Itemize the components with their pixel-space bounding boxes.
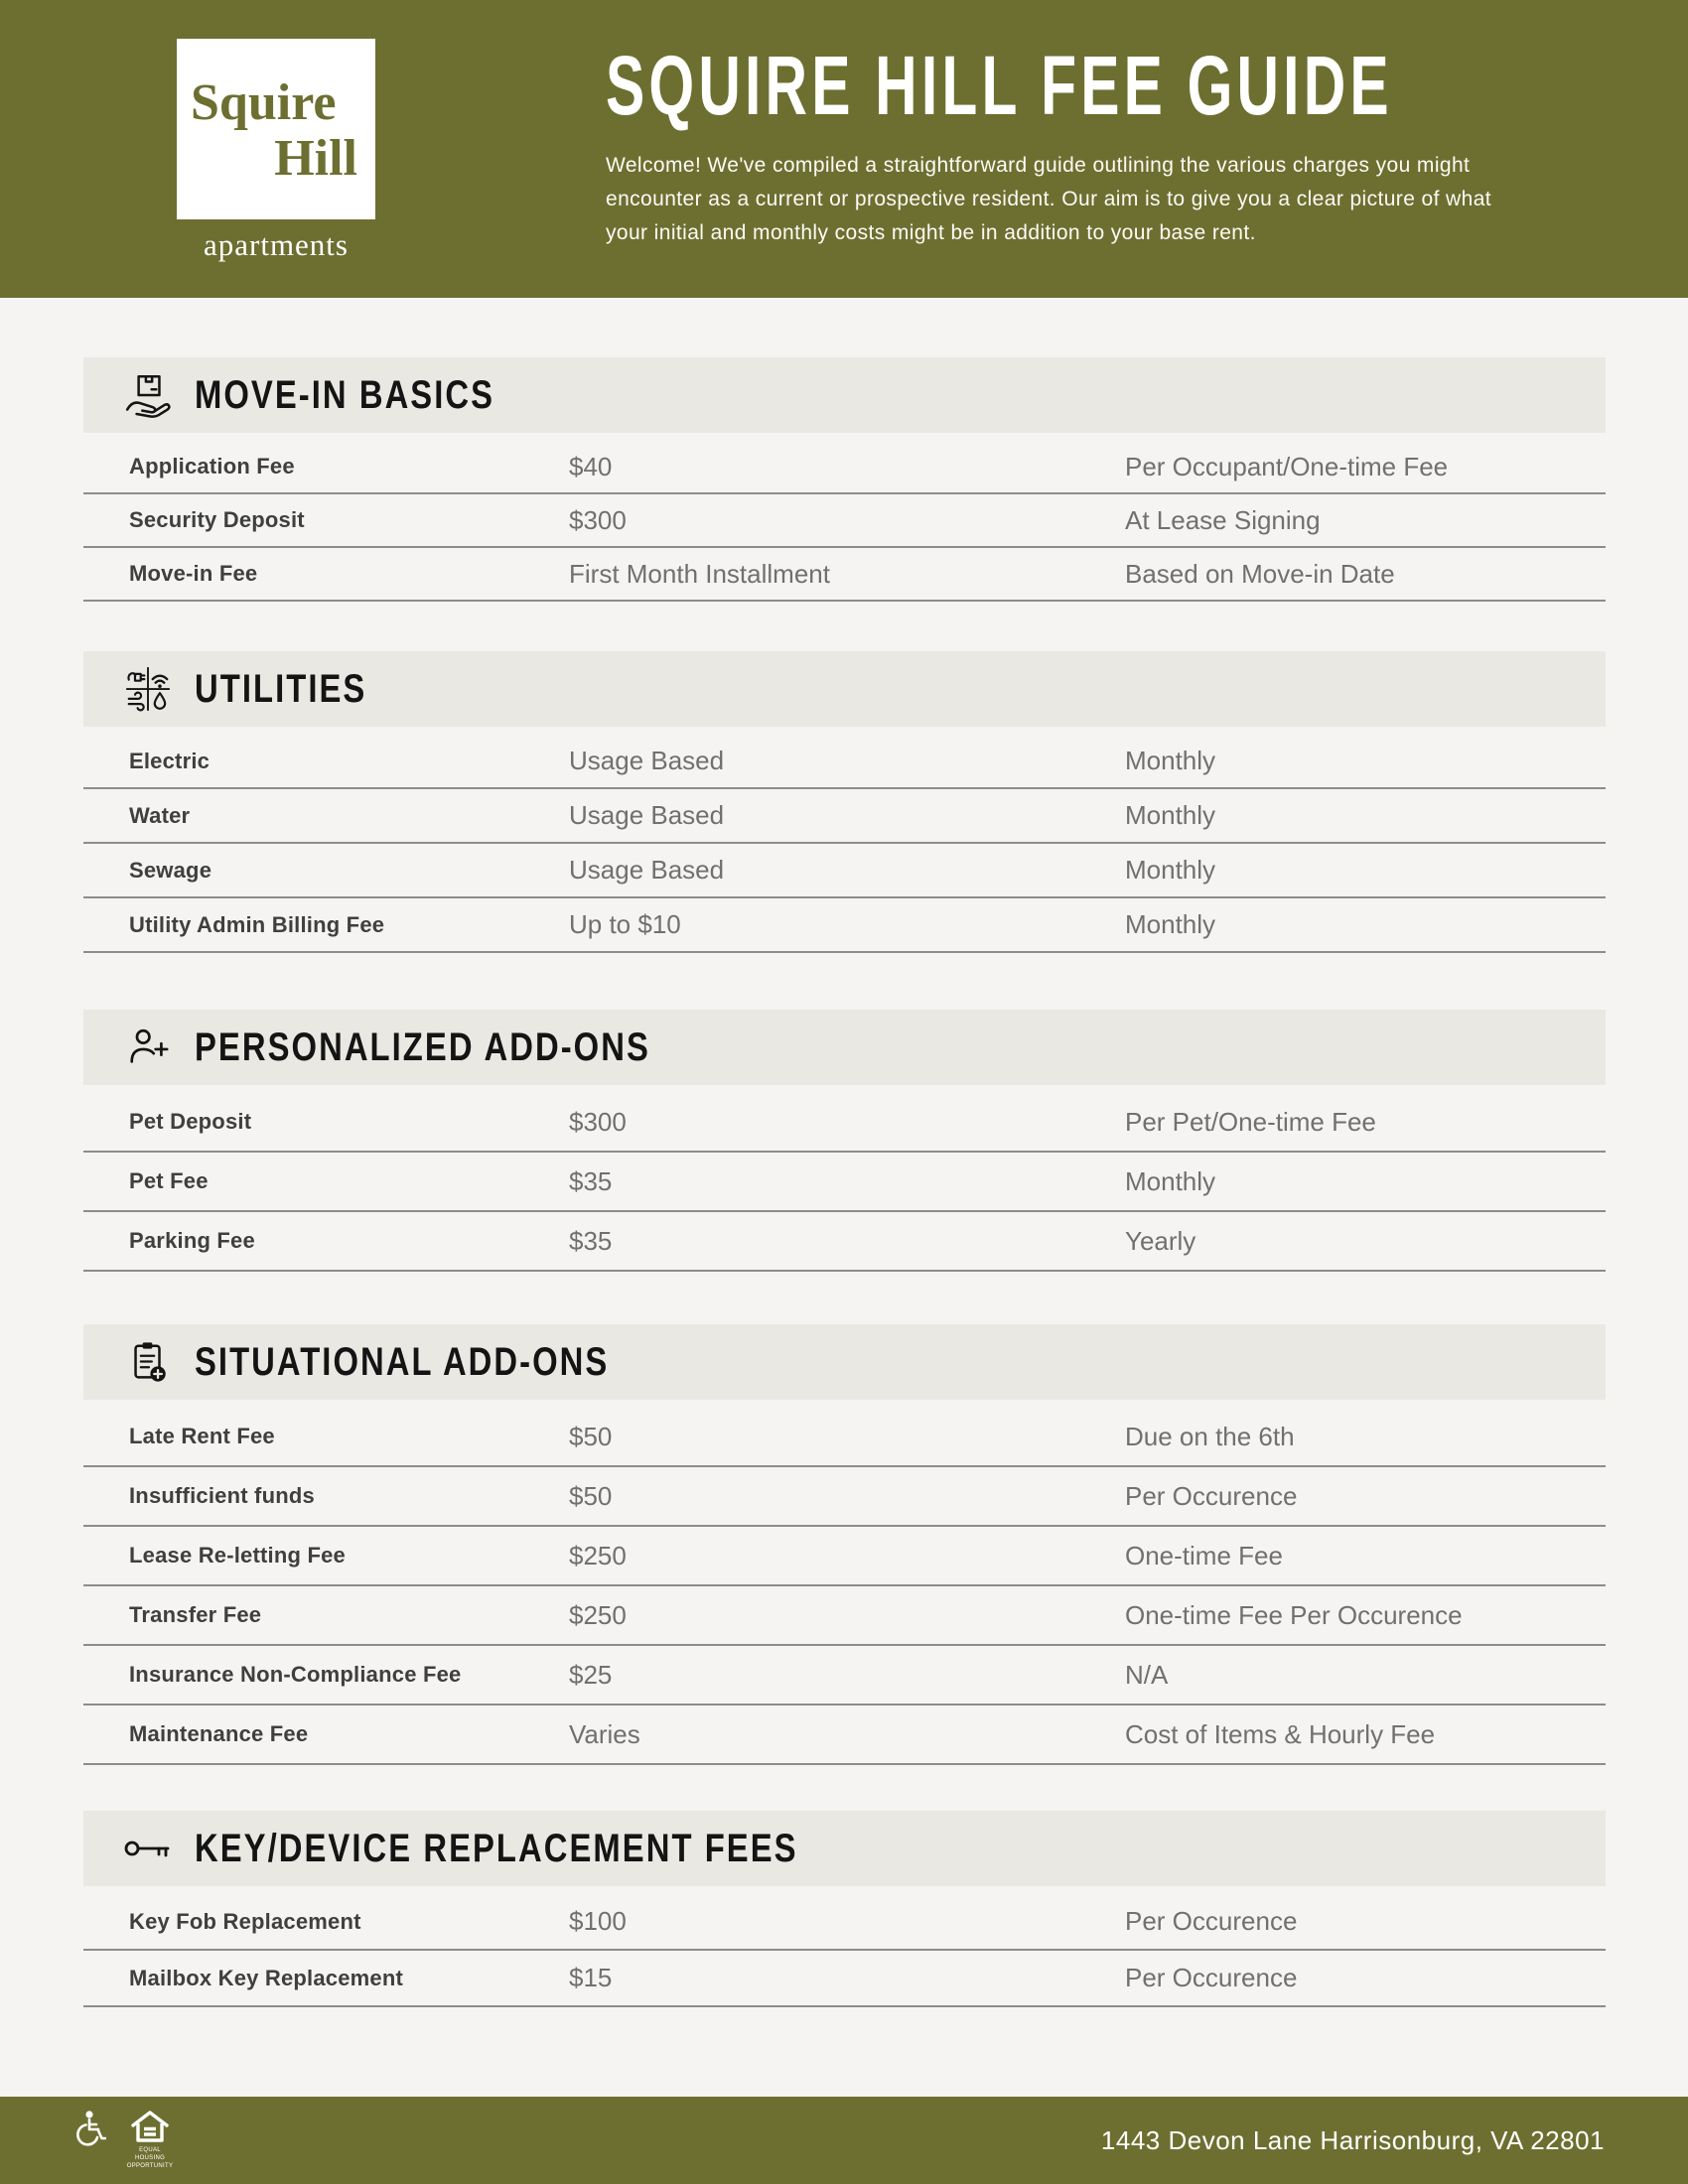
box-hand-icon: [123, 370, 173, 420]
fee-amount: $35: [569, 1225, 613, 1256]
fee-frequency: Cost of Items & Hourly Fee: [1125, 1718, 1436, 1749]
fee-amount: Varies: [569, 1718, 640, 1749]
fee-section: [83, 651, 1606, 953]
section-title: MOVE-IN BASICS: [195, 372, 495, 417]
section-title: SITUATIONAL ADD-ONS: [195, 1339, 610, 1384]
fee-amount: Usage Based: [569, 746, 725, 775]
squire-hill-logo: [177, 39, 375, 263]
fee-table: [83, 1408, 1606, 1765]
person-plus-icon: [123, 1023, 173, 1072]
fee-amount: $50: [569, 1421, 613, 1451]
fee-frequency: N/A: [1125, 1659, 1169, 1690]
fee-name: Parking Fee: [129, 1228, 255, 1253]
fee-table: [83, 735, 1606, 953]
fee-frequency: Per Occurence: [1125, 1480, 1298, 1511]
fee-amount: Up to $10: [569, 909, 681, 939]
fee-frequency: Monthly: [1125, 909, 1216, 939]
fee-frequency: Due on the 6th: [1125, 1421, 1295, 1451]
logo-tagline: apartments: [203, 227, 349, 262]
table-row: [83, 1408, 1606, 1467]
fee-frequency: One-time Fee: [1125, 1540, 1283, 1570]
fee-name: Insurance Non-Compliance Fee: [129, 1662, 462, 1687]
fee-table: [83, 1894, 1606, 2007]
fee-name: Pet Deposit: [129, 1109, 252, 1134]
fee-name: Sewage: [129, 857, 212, 883]
fee-frequency: Based on Move-in Date: [1125, 558, 1395, 589]
intro-paragraph: Welcome! We've compiled a straightforward guide outlining the various charges you might encounter as a current or prospective resident. Our aim is to give you a clear picture of what your initial and monthly costs might be in addition to your base rent.: [606, 154, 1492, 245]
table-row: [83, 548, 1606, 602]
fee-name: Insufficient funds: [129, 1483, 315, 1508]
fee-amount: $100: [569, 1906, 627, 1936]
eho-caption: EQUAL HOUSING OPPORTUNITY: [126, 2147, 174, 2169]
logo-box: [177, 39, 375, 219]
section-header: [83, 357, 1606, 433]
fee-amount: $25: [569, 1659, 613, 1690]
fee-name: Application Fee: [129, 454, 295, 478]
section-header: [83, 651, 1606, 727]
utilities-grid-icon: [123, 664, 173, 714]
fee-table: [83, 441, 1606, 602]
fee-name: Lease Re-letting Fee: [129, 1543, 346, 1568]
table-row: [83, 789, 1606, 844]
table-row: [83, 1894, 1606, 1951]
fee-frequency: Monthly: [1125, 746, 1216, 775]
fee-name: Electric: [129, 748, 211, 773]
fee-amount: First Month Installment: [569, 558, 830, 589]
fee-amount: $300: [569, 1106, 627, 1137]
table-row: [83, 898, 1606, 953]
fee-name: Key Fob Replacement: [129, 1908, 361, 1934]
fee-name: Maintenance Fee: [129, 1721, 309, 1746]
table-row: [83, 1212, 1606, 1272]
fee-name: Mailbox Key Replacement: [129, 1965, 404, 1990]
fee-amount: $15: [569, 1963, 613, 1992]
table-row: [83, 844, 1606, 898]
fee-amount: $35: [569, 1165, 613, 1196]
fee-name: Pet Fee: [129, 1168, 209, 1193]
logo-name-line2: Hill: [274, 130, 357, 187]
fee-frequency: Monthly: [1125, 1165, 1216, 1196]
fee-name: Transfer Fee: [129, 1602, 262, 1627]
fee-amount: Usage Based: [569, 855, 725, 885]
fee-section: [83, 1324, 1606, 1765]
table-row: [83, 1951, 1606, 2007]
table-row: [83, 1706, 1606, 1765]
logo-name-line1: Squire: [191, 74, 337, 131]
fee-name: Utility Admin Billing Fee: [129, 911, 385, 937]
table-row: [83, 441, 1606, 494]
section-title: KEY/DEVICE REPLACEMENT FEES: [195, 1826, 798, 1870]
section-title: PERSONALIZED ADD-ONS: [195, 1024, 650, 1069]
table-row: [83, 1586, 1606, 1646]
fee-amount: $300: [569, 504, 627, 535]
fee-table: [83, 1093, 1606, 1272]
fee-name: Security Deposit: [129, 507, 305, 532]
fee-name: Late Rent Fee: [129, 1424, 275, 1448]
section-header: [83, 1010, 1606, 1085]
fee-section: [83, 1811, 1606, 2007]
fee-amount: Usage Based: [569, 800, 725, 830]
fee-amount: $40: [569, 451, 613, 481]
section-title: UTILITIES: [195, 666, 367, 711]
key-icon: [123, 1824, 173, 1873]
table-row: [83, 1527, 1606, 1586]
footer-icons: [74, 2110, 176, 2170]
fee-frequency: Per Occurence: [1125, 1906, 1298, 1936]
clipboard-plus-icon: [123, 1337, 173, 1387]
fee-frequency: Per Occupant/One-time Fee: [1125, 451, 1449, 481]
fee-frequency: One-time Fee Per Occurence: [1125, 1599, 1463, 1630]
table-row: [83, 494, 1606, 548]
accessibility-icon: [74, 2110, 106, 2156]
fee-amount: $250: [569, 1599, 627, 1630]
fee-name: Water: [129, 802, 191, 828]
table-row: [83, 735, 1606, 789]
page-title: SQUIRE HILL FEE GUIDE: [606, 39, 1393, 132]
fee-frequency: Monthly: [1125, 800, 1216, 830]
fee-frequency: Yearly: [1125, 1225, 1196, 1256]
table-row: [83, 1093, 1606, 1153]
page-footer: [0, 2097, 1688, 2184]
table-row: [83, 1467, 1606, 1527]
section-header: [83, 1811, 1606, 1886]
equal-housing-icon: [124, 2110, 176, 2170]
fee-section: [83, 357, 1606, 602]
fee-frequency: At Lease Signing: [1125, 504, 1321, 535]
table-row: [83, 1153, 1606, 1212]
footer-address: 1443 Devon Lane Harrisonburg, VA 22801: [1100, 2124, 1605, 2155]
fee-name: Move-in Fee: [129, 561, 258, 586]
header-text-block: [606, 39, 1549, 250]
section-header: [83, 1324, 1606, 1400]
fee-frequency: Monthly: [1125, 855, 1216, 885]
fee-amount: $250: [569, 1540, 627, 1570]
fee-frequency: Per Pet/One-time Fee: [1125, 1106, 1376, 1137]
fee-amount: $50: [569, 1480, 613, 1511]
fee-sections: [83, 357, 1606, 2007]
fee-frequency: Per Occurence: [1125, 1963, 1298, 1992]
table-row: [83, 1646, 1606, 1706]
page-header: [0, 0, 1688, 298]
fee-section: [83, 1010, 1606, 1272]
